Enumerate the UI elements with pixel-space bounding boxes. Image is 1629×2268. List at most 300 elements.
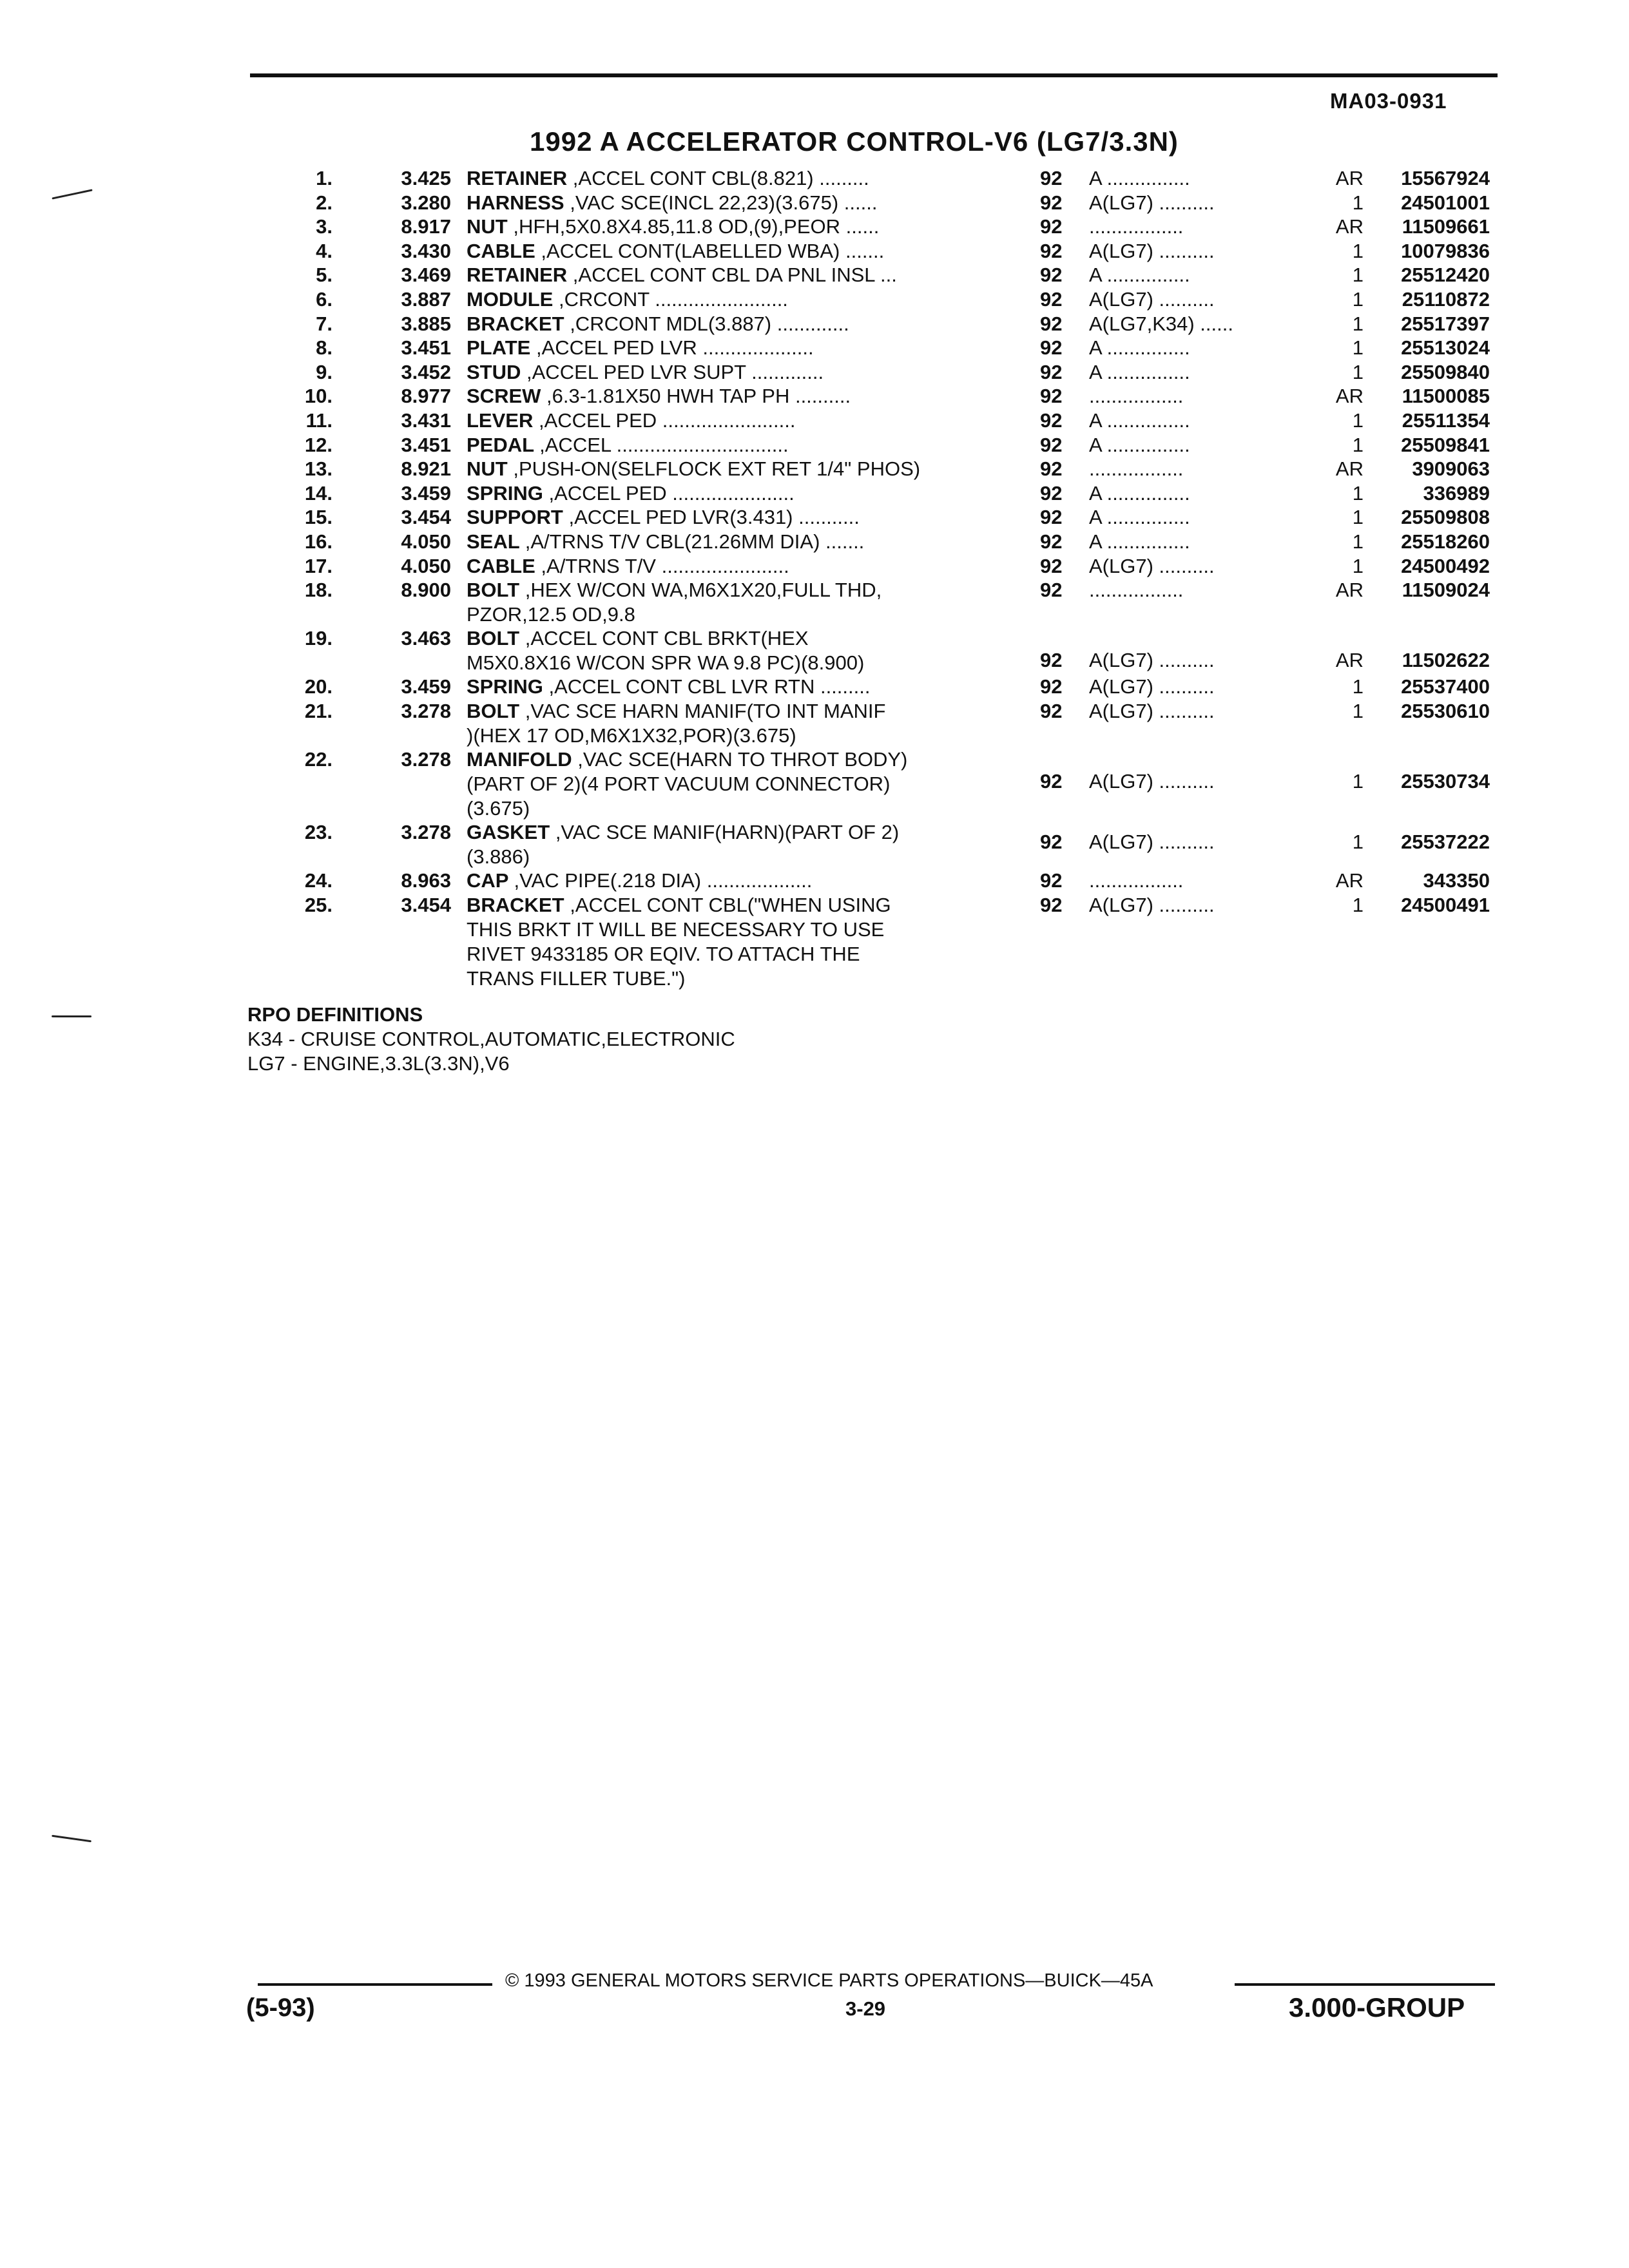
item-number: 23. (304, 821, 333, 844)
description-line (467, 408, 995, 433)
description-text: (3.675) (467, 797, 530, 820)
item-number: 20. (304, 675, 333, 698)
part-description (467, 820, 995, 869)
model-year: 92 (1040, 675, 1063, 698)
model-usage: A(LG7) .......... (1089, 287, 1215, 311)
part-number: 25517397 (1401, 312, 1490, 335)
model-year: 92 (1040, 893, 1063, 916)
model-usage: A(LG7,K34) ...... (1089, 312, 1233, 335)
description-line (467, 312, 995, 336)
quantity: 1 (1352, 481, 1364, 505)
quantity: 1 (1352, 506, 1364, 529)
part-name: PEDAL (467, 433, 534, 456)
parts-row (0, 408, 1629, 433)
group-number: 8.963 (401, 869, 451, 892)
model-year: 92 (1040, 167, 1063, 189)
quantity: AR (1335, 167, 1364, 189)
description-text: ,ACCEL ............................... (539, 433, 789, 456)
group-number: 3.459 (401, 481, 451, 505)
model-usage: A ............... (1089, 530, 1190, 553)
page-number: 3-29 (845, 1997, 886, 2020)
description-line (467, 699, 995, 724)
margin-mark (52, 1015, 92, 1017)
description-text: ,PUSH-ON(SELFLOCK EXT RET 1/4" PHOS) (513, 457, 921, 481)
part-number: 24500491 (1401, 893, 1490, 916)
group-number: 3.452 (401, 360, 451, 383)
rpo-item-k34: K34 - CRUISE CONTROL,AUTOMATIC,ELECTRONIC (247, 1028, 735, 1050)
part-name: SCREW (467, 385, 541, 408)
part-name: RETAINER (467, 264, 568, 287)
item-number: 22. (304, 748, 333, 771)
description-text: ,ACCEL PED LVR(3.431) ........... (568, 506, 860, 529)
part-name: GASKET (467, 821, 550, 844)
description-text: ,ACCEL PED ........................ (538, 408, 796, 432)
description-line (467, 166, 995, 191)
part-number: 24500492 (1401, 554, 1490, 577)
quantity: 1 (1352, 700, 1364, 723)
model-year: 92 (1040, 649, 1063, 672)
description-line (467, 457, 995, 481)
quantity: 1 (1352, 675, 1364, 698)
quantity: 1 (1352, 264, 1364, 287)
part-name: MANIFOLD (467, 748, 572, 771)
item-number: 4. (316, 239, 333, 262)
part-name: CAP (467, 869, 508, 892)
model-year: 92 (1040, 191, 1063, 214)
group-number: 3.451 (401, 433, 451, 456)
description-line (467, 336, 995, 360)
item-number: 6. (316, 287, 333, 311)
description-text: ,ACCEL PED ...................... (548, 481, 795, 505)
model-year: 92 (1040, 579, 1063, 602)
part-number: 25509808 (1401, 506, 1490, 529)
model-usage: A(LG7) .......... (1089, 770, 1215, 793)
description-text: ,ACCEL CONT CBL(8.821) ......... (572, 167, 869, 189)
part-name: BOLT (467, 700, 520, 723)
quantity: AR (1335, 869, 1364, 892)
description-line (467, 530, 995, 554)
model-usage: A(LG7) .......... (1089, 649, 1215, 672)
description-text: )(HEX 17 OD,M6X1X32,POR)(3.675) (467, 724, 796, 747)
rpo-definitions (247, 1003, 735, 1076)
group-number: 8.921 (401, 457, 451, 481)
part-number: 25530610 (1401, 700, 1490, 723)
item-number: 15. (304, 506, 333, 529)
description-text: ,A/TRNS T/V CBL(21.26MM DIA) ....... (525, 530, 865, 553)
parts-row (0, 820, 1629, 869)
part-number: 11502622 (1402, 649, 1490, 672)
group-number: 3.278 (401, 700, 451, 723)
part-number: 15567924 (1401, 167, 1490, 189)
group-number: 3.469 (401, 264, 451, 287)
page-title: 1992 A ACCELERATOR CONTROL-V6 (LG7/3.3N) (530, 126, 1179, 157)
part-description (467, 626, 995, 675)
model-usage: A ............... (1089, 167, 1190, 189)
part-name: SEAL (467, 530, 520, 553)
parts-row (0, 433, 1629, 457)
description-line (467, 942, 995, 966)
part-name: HARNESS (467, 191, 564, 214)
quantity: 1 (1352, 831, 1364, 854)
part-description (467, 360, 995, 385)
description-text: ,ACCEL CONT CBL("WHEN USING (570, 893, 891, 916)
model-usage: A ............... (1089, 433, 1190, 456)
part-description (467, 699, 995, 748)
margin-mark (52, 1835, 92, 1843)
description-text: ,A/TRNS T/V ....................... (541, 554, 789, 577)
parts-row (0, 360, 1629, 385)
document-id: MA03-0931 (1330, 89, 1447, 113)
model-year: 92 (1040, 433, 1063, 456)
part-name: SUPPORT (467, 506, 563, 529)
quantity: 1 (1352, 530, 1364, 553)
parts-list (0, 166, 1629, 990)
quantity: 1 (1352, 554, 1364, 577)
description-line (467, 287, 995, 312)
description-text: ,VAC SCE(INCL 22,23)(3.675) ...... (570, 191, 878, 214)
parts-row (0, 893, 1629, 990)
quantity: 1 (1352, 408, 1364, 432)
part-description (467, 869, 995, 893)
model-usage: A ............... (1089, 408, 1190, 432)
part-name: CABLE (467, 554, 535, 577)
description-text: (3.886) (467, 845, 530, 869)
description-text: ,CRCONT MDL(3.887) ............. (570, 312, 849, 335)
part-description (467, 384, 995, 408)
parts-row (0, 166, 1629, 191)
description-text: THIS BRKT IT WILL BE NECESSARY TO USE (467, 918, 885, 941)
revision-date: (5-93) (246, 1994, 315, 2022)
part-name: RETAINER (467, 167, 568, 189)
model-year: 92 (1040, 287, 1063, 311)
description-line (467, 626, 995, 651)
group-number: 4.050 (401, 530, 451, 553)
quantity: 1 (1352, 360, 1364, 383)
item-number: 25. (304, 893, 333, 916)
description-line (467, 433, 995, 457)
quantity: 1 (1352, 433, 1364, 456)
item-number: 14. (304, 481, 333, 505)
description-text: ,HFH,5X0.8X4.85,11.8 OD,(9),PEOR ...... (513, 215, 880, 238)
description-text: (PART OF 2)(4 PORT VACUUM CONNECTOR) (467, 773, 891, 796)
model-usage: A(LG7) .......... (1089, 554, 1215, 577)
item-number: 16. (304, 530, 333, 553)
part-description (467, 554, 995, 579)
quantity: AR (1335, 385, 1364, 408)
parts-row (0, 747, 1629, 820)
quantity: 1 (1352, 312, 1364, 335)
part-name: BRACKET (467, 893, 564, 916)
part-name: SPRING (467, 675, 543, 698)
part-name: LEVER (467, 408, 534, 432)
description-text: ,ACCEL CONT CBL LVR RTN ......... (548, 675, 871, 698)
description-line (467, 481, 995, 506)
model-usage: ................. (1089, 215, 1184, 238)
part-number: 25509840 (1401, 360, 1490, 383)
quantity: AR (1335, 649, 1364, 672)
part-name: BOLT (467, 579, 520, 602)
group-number: 3.430 (401, 239, 451, 262)
description-line (467, 845, 995, 869)
model-usage: A ............... (1089, 481, 1190, 505)
model-year: 92 (1040, 385, 1063, 408)
description-line (467, 675, 995, 699)
description-line (467, 239, 995, 264)
parts-row (0, 384, 1629, 408)
description-line (467, 554, 995, 579)
part-description (467, 457, 995, 481)
description-text: ,VAC SCE HARN MANIF(TO INT MANIF (525, 700, 886, 723)
header-rule (250, 73, 1498, 77)
part-name: STUD (467, 360, 521, 383)
part-description (467, 675, 995, 699)
group-number: 3.431 (401, 408, 451, 432)
group-label: 3.000-GROUP (1289, 1992, 1465, 2023)
group-number: 8.977 (401, 385, 451, 408)
model-year: 92 (1040, 336, 1063, 360)
quantity: AR (1335, 579, 1364, 602)
item-number: 12. (304, 433, 333, 456)
part-number: 25110872 (1402, 287, 1490, 311)
item-number: 8. (316, 336, 333, 360)
description-text: ,CRCONT ........................ (558, 287, 788, 311)
part-description (467, 239, 995, 264)
model-usage: ................. (1089, 457, 1184, 481)
parts-row (0, 675, 1629, 699)
part-description (467, 408, 995, 433)
part-number: 25537222 (1401, 831, 1490, 854)
item-number: 3. (316, 215, 333, 238)
description-line (467, 360, 995, 385)
model-usage: A(LG7) .......... (1089, 831, 1215, 854)
item-number: 21. (304, 700, 333, 723)
rpo-heading: RPO DEFINITIONS (247, 1003, 423, 1026)
model-year: 92 (1040, 215, 1063, 238)
description-line (467, 191, 995, 215)
item-number: 11. (305, 408, 333, 432)
item-number: 1. (316, 167, 333, 189)
part-number: 25537400 (1401, 675, 1490, 698)
part-number: 25518260 (1401, 530, 1490, 553)
part-description (467, 433, 995, 457)
description-text: ,ACCEL CONT CBL BRKT(HEX (525, 627, 809, 650)
model-usage: A ............... (1089, 506, 1190, 529)
model-usage: A ............... (1089, 264, 1190, 287)
quantity: 1 (1352, 239, 1364, 262)
description-text: ,VAC SCE MANIF(HARN)(PART OF 2) (555, 821, 900, 844)
model-year: 92 (1040, 506, 1063, 529)
part-number: 10079836 (1401, 239, 1490, 262)
description-line (467, 578, 995, 602)
part-number: 11509024 (1402, 579, 1490, 602)
part-number: 343350 (1423, 869, 1490, 892)
part-description (467, 191, 995, 215)
description-text: ,ACCEL CONT CBL DA PNL INSL ... (572, 264, 897, 287)
quantity: 1 (1352, 336, 1364, 360)
description-text: ,ACCEL CONT(LABELLED WBA) ....... (541, 239, 885, 262)
group-number: 3.278 (401, 748, 451, 771)
part-name: SPRING (467, 481, 543, 505)
model-year: 92 (1040, 312, 1063, 335)
parts-row (0, 263, 1629, 287)
group-number: 3.280 (401, 191, 451, 214)
description-text: ,HEX W/CON WA,M6X1X20,FULL THD, (525, 579, 882, 602)
parts-row (0, 554, 1629, 579)
parts-row (0, 578, 1629, 626)
item-number: 2. (316, 191, 333, 214)
model-usage: ................. (1089, 579, 1184, 602)
part-name: BOLT (467, 627, 520, 650)
group-number: 3.887 (401, 287, 451, 311)
parts-row (0, 505, 1629, 530)
model-usage: A ............... (1089, 336, 1190, 360)
quantity: 1 (1352, 893, 1364, 916)
rpo-item-lg7: LG7 - ENGINE,3.3L(3.3N),V6 (247, 1052, 510, 1075)
description-line (467, 772, 995, 796)
parts-row (0, 312, 1629, 336)
description-line (467, 263, 995, 287)
parts-row (0, 191, 1629, 215)
model-usage: A ............... (1089, 360, 1190, 383)
part-description (467, 166, 995, 191)
item-number: 10. (304, 385, 333, 408)
description-text: ,VAC PIPE(.218 DIA) ................... (514, 869, 813, 892)
part-description (467, 287, 995, 312)
part-number: 24501001 (1401, 191, 1490, 214)
part-number: 25530734 (1401, 770, 1490, 793)
parts-row (0, 699, 1629, 747)
part-name: NUT (467, 215, 508, 238)
description-line (467, 820, 995, 845)
model-year: 92 (1040, 869, 1063, 892)
description-line (467, 869, 995, 893)
part-name: CABLE (467, 239, 535, 262)
description-line (467, 918, 995, 942)
group-number: 3.459 (401, 675, 451, 698)
description-line (467, 602, 995, 627)
quantity: 1 (1352, 770, 1364, 793)
description-line (467, 651, 995, 675)
model-year: 92 (1040, 530, 1063, 553)
footer-rule-right (1235, 1983, 1495, 1986)
part-number: 11509661 (1402, 215, 1490, 238)
item-number: 18. (304, 579, 333, 602)
model-year: 92 (1040, 360, 1063, 383)
group-number: 8.900 (401, 579, 451, 602)
model-year: 92 (1040, 239, 1063, 262)
part-number: 25509841 (1401, 433, 1490, 456)
part-description (467, 530, 995, 554)
description-text: ,ACCEL PED LVR SUPT ............. (526, 360, 824, 383)
footer-rule-left (258, 1983, 492, 1986)
parts-row (0, 215, 1629, 239)
part-name: NUT (467, 457, 508, 481)
part-name: MODULE (467, 287, 554, 311)
part-number: 25513024 (1401, 336, 1490, 360)
part-number: 3909063 (1412, 457, 1490, 481)
quantity: 1 (1352, 287, 1364, 311)
group-number: 3.454 (401, 506, 451, 529)
description-text: TRANS FILLER TUBE.") (467, 966, 686, 990)
model-usage: A(LG7) .......... (1089, 893, 1215, 916)
item-number: 7. (316, 312, 333, 335)
description-line (467, 505, 995, 530)
group-number: 3.278 (401, 821, 451, 844)
description-text: RIVET 9433185 OR EQIV. TO ATTACH THE (467, 942, 860, 965)
parts-row (0, 457, 1629, 481)
description-line (467, 796, 995, 821)
group-number: 8.917 (401, 215, 451, 238)
parts-row (0, 530, 1629, 554)
part-description (467, 312, 995, 336)
part-description (467, 336, 995, 360)
model-usage: A(LG7) .......... (1089, 700, 1215, 723)
group-number: 3.425 (401, 167, 451, 189)
description-text: ,ACCEL PED LVR .................... (535, 336, 814, 360)
part-number: 25512420 (1401, 264, 1490, 287)
item-number: 9. (316, 360, 333, 383)
parts-row (0, 481, 1629, 506)
model-year: 92 (1040, 554, 1063, 577)
description-text: PZOR,12.5 OD,9.8 (467, 603, 635, 626)
quantity: 1 (1352, 191, 1364, 214)
item-number: 5. (316, 264, 333, 287)
model-year: 92 (1040, 408, 1063, 432)
parts-row (0, 336, 1629, 360)
model-year: 92 (1040, 264, 1063, 287)
part-number: 11500085 (1402, 385, 1490, 408)
description-text: ,VAC SCE(HARN TO THROT BODY) (577, 748, 908, 771)
quantity: AR (1335, 215, 1364, 238)
part-description (467, 747, 995, 821)
group-number: 3.885 (401, 312, 451, 335)
quantity: AR (1335, 457, 1364, 481)
description-line (467, 966, 995, 991)
description-line (467, 893, 995, 918)
description-line (467, 384, 995, 408)
part-name: BRACKET (467, 312, 564, 335)
model-usage: ................. (1089, 869, 1184, 892)
model-usage: A(LG7) .......... (1089, 239, 1215, 262)
model-year: 92 (1040, 481, 1063, 505)
description-line (467, 747, 995, 772)
model-year: 92 (1040, 770, 1063, 793)
model-year: 92 (1040, 831, 1063, 854)
model-usage: A(LG7) .......... (1089, 675, 1215, 698)
group-number: 3.451 (401, 336, 451, 360)
item-number: 17. (304, 554, 333, 577)
part-description (467, 481, 995, 506)
parts-row (0, 239, 1629, 264)
part-number: 25511354 (1402, 408, 1490, 432)
description-text: M5X0.8X16 W/CON SPR WA 9.8 PC)(8.900) (467, 651, 865, 675)
parts-row (0, 626, 1629, 675)
model-year: 92 (1040, 700, 1063, 723)
description-line (467, 724, 995, 748)
part-description (467, 263, 995, 287)
part-description (467, 505, 995, 530)
description-line (467, 215, 995, 239)
item-number: 24. (304, 869, 333, 892)
group-number: 3.454 (401, 893, 451, 916)
parts-row (0, 869, 1629, 893)
model-year: 92 (1040, 457, 1063, 481)
group-number: 4.050 (401, 554, 451, 577)
description-text: ,6.3-1.81X50 HWH TAP PH .......... (546, 385, 851, 408)
parts-row (0, 287, 1629, 312)
part-number: 336989 (1423, 481, 1490, 505)
part-name: PLATE (467, 336, 531, 360)
